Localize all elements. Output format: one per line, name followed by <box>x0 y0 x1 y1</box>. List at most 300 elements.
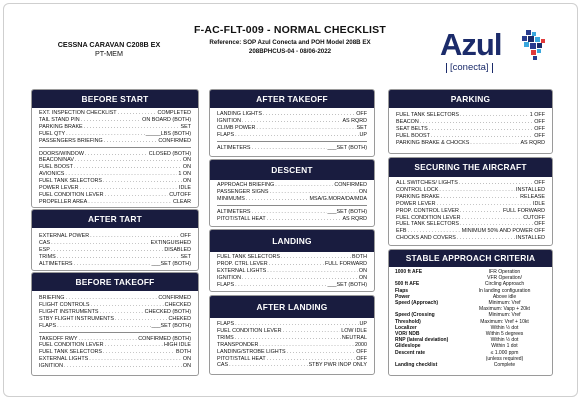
checklist-row <box>217 268 367 275</box>
criteria-value: Maximum: Vapp + 20kt <box>479 306 530 313</box>
checklist-row <box>39 157 191 164</box>
checklist-item: EXTERNAL LIGHTS <box>39 356 89 363</box>
after-takeoff-list <box>210 108 374 152</box>
checklist-row <box>217 362 367 369</box>
checklist-row <box>39 261 191 268</box>
checklist-row <box>217 118 367 125</box>
checklist-item: FLAPS <box>217 281 235 288</box>
checklist-item: EXT. INSPECTION CHECKLIST <box>39 110 117 116</box>
after-landing-panel <box>209 295 375 375</box>
checklist-item: FUEL TANK SELECTORS <box>39 349 103 356</box>
checklist-row <box>39 124 191 131</box>
checklist-item: IGNITION <box>39 363 63 370</box>
checklist-row <box>39 110 191 117</box>
checklist-row <box>39 247 191 254</box>
dot-leader <box>103 178 182 185</box>
dot-leader <box>90 233 179 240</box>
logo-subtitle: [conecta] <box>446 63 493 73</box>
checklist-row <box>396 187 545 194</box>
dot-leader <box>457 235 515 242</box>
dot-leader <box>57 254 180 261</box>
checklist-item: EFB <box>396 228 407 235</box>
dot-leader <box>65 295 157 302</box>
dot-leader <box>460 221 533 228</box>
dot-leader <box>439 187 515 194</box>
criteria-row <box>389 362 552 368</box>
criteria-value: Maximum: Vref + 10kt <box>480 318 529 325</box>
checklist-value: INSTALLED <box>516 186 545 193</box>
section-divider <box>217 205 367 206</box>
document-reference: Reference: SOP Azul Conecta and POH Model 208B EX <box>209 39 371 46</box>
checklist-value: CONFIRMED <box>158 295 191 301</box>
checklist-value: BOTH <box>176 349 191 356</box>
dot-leader <box>462 215 523 222</box>
dot-leader <box>259 342 354 349</box>
securing-list <box>389 177 552 242</box>
checklist-item: FUEL CONDITION LEVER <box>396 214 461 221</box>
dot-leader <box>229 362 307 369</box>
checklist-row <box>217 216 367 223</box>
checklist-item: PROPELLER AREA <box>39 198 88 205</box>
criteria-value: VFR Operation/ <box>487 275 522 282</box>
checklist-item: EXTERNAL POWER <box>39 233 90 239</box>
checklist-item: CONTROL LOCK <box>396 186 439 193</box>
checklist-value: ___SET (BOTH) <box>151 322 191 329</box>
dot-leader <box>256 125 355 132</box>
checklist-value: ON <box>182 178 191 185</box>
dot-leader <box>105 342 164 349</box>
dot-leader <box>460 208 502 215</box>
criteria-value: Within ½ dot <box>490 337 519 344</box>
checklist-item: FUEL QTY <box>39 130 66 137</box>
checklist-item: FUEL CONDITION LEVER <box>217 327 282 334</box>
checklist-item: FUEL BOOST <box>39 164 73 171</box>
checklist-item: POWER LEVER <box>396 200 436 207</box>
dot-leader <box>85 151 148 158</box>
checklist-row <box>217 125 367 132</box>
checklist-item: FLAPS <box>217 321 235 327</box>
checklist-item: TRIMS <box>217 334 234 341</box>
dot-leader <box>91 302 164 309</box>
checklist-value: ON <box>182 363 191 370</box>
criteria-value: ≤ 1.000 ppm <box>490 349 519 356</box>
checklist-item: PASSENGERS BRIEFING <box>39 137 103 144</box>
checklist-row <box>39 295 191 302</box>
checklist-row <box>39 199 191 206</box>
checklist-value: OFF <box>534 132 545 139</box>
criteria-value: Circling Approach <box>484 281 525 288</box>
logo-wordmark: Azul <box>440 27 502 62</box>
checklist-row <box>396 140 545 147</box>
checklist-row <box>396 119 545 126</box>
checklist-item: PROP. CONTROL LEVER <box>396 207 459 214</box>
dot-leader <box>407 228 460 235</box>
criteria-label: Localizer <box>395 324 417 331</box>
checklist-item: ESP <box>39 246 50 253</box>
dot-leader <box>251 209 326 216</box>
checklist-row <box>217 349 367 356</box>
checklist-row <box>39 302 191 309</box>
checklist-row <box>217 254 367 261</box>
criteria-value: (unless required) <box>485 355 524 362</box>
checklist-value: ___SET (BOTH) <box>327 281 367 288</box>
dot-leader <box>431 133 533 140</box>
criteria-value: Above idle <box>492 293 517 300</box>
dot-leader <box>65 171 177 178</box>
checklist-row <box>217 111 367 118</box>
checklist-row <box>396 201 545 208</box>
checklist-item: LANDING LIGHTS <box>217 111 262 117</box>
checklist-item: IGNITION <box>217 117 241 124</box>
securing-title: SECURING THE AIRCRAFT <box>389 158 552 177</box>
checklist-item: BEACON/NAV <box>39 157 74 164</box>
checklist-item: ALTIMETERS <box>39 260 73 267</box>
criteria-label: Descent rate <box>395 349 426 356</box>
dot-leader <box>420 119 533 126</box>
checklist-item: PARKING BRAKE & CHOCKS <box>396 139 470 146</box>
checklist-item: FLIGHT CONTROLS <box>39 301 90 308</box>
checklist-item: PARKING BRAKE <box>39 123 83 130</box>
dot-leader <box>441 194 519 201</box>
before-start-panel <box>31 89 199 208</box>
dot-leader <box>267 268 358 275</box>
checklist-value: ON <box>182 356 191 363</box>
checklist-value: STBY PWR INOP ONLY <box>308 362 367 369</box>
checklist-value: DISABLED <box>164 246 191 253</box>
after-start-list <box>32 228 198 268</box>
checklist-item: FLAPS <box>217 131 235 138</box>
checklist-item: BEACON <box>396 118 419 125</box>
after-takeoff-panel <box>209 89 375 157</box>
checklist-item: AVIONICS <box>39 171 65 178</box>
checklist-row <box>217 196 367 203</box>
checklist-row <box>39 323 191 330</box>
criteria-label: VOR/ NDB <box>395 331 420 338</box>
checklist-value: MINIMUM 50% AND POWER OFF <box>461 228 545 235</box>
parking-title: PARKING <box>389 90 552 108</box>
checklist-item: EXTERNAL LIGHTS <box>217 267 267 274</box>
section-divider <box>39 332 191 333</box>
after-landing-list <box>210 318 374 369</box>
checklist-row <box>217 335 367 342</box>
dot-leader <box>246 196 309 203</box>
checklist-item: CLIMB POWER <box>217 124 256 131</box>
checklist-item: TAKEOFF RWY <box>39 335 78 342</box>
dot-leader <box>57 323 150 330</box>
checklist-value: IDLE <box>179 185 191 192</box>
checklist-value: CUTOFF <box>169 191 191 198</box>
checklist-row <box>217 261 367 268</box>
checklist-item: LANDING/STROBE LIGHTS <box>217 348 286 355</box>
checklist-row <box>217 321 367 328</box>
checklist-value: OFF <box>356 111 367 117</box>
checklist-value: 1 ON <box>178 171 191 178</box>
checklist-row <box>396 208 545 215</box>
after-takeoff-title: AFTER TAKEOFF <box>210 90 374 108</box>
brazil-map-icon <box>516 28 550 62</box>
aircraft-registration: PT-MEM <box>95 49 123 58</box>
dot-leader <box>89 356 182 363</box>
checklist-row <box>217 275 367 282</box>
checklist-value: CONFIRMED (BOTH) <box>138 335 191 342</box>
descent-title: DESCENT <box>210 160 374 180</box>
checklist-item: TRANSPONDER <box>217 341 259 348</box>
criteria-value: In landing configuration <box>478 287 531 294</box>
checklist-item: ALTIMETERS <box>217 208 251 215</box>
criteria-label: Landing checklist <box>395 362 438 369</box>
dot-leader <box>460 112 529 119</box>
criteria-label: Speed (Crossing <box>395 312 435 319</box>
checklist-item: ALTIMETERS <box>217 144 251 151</box>
criteria-label: Threshold) <box>395 318 421 325</box>
before-takeoff-list <box>32 291 198 370</box>
checklist-item: FLAPS <box>39 322 57 329</box>
checklist-row <box>217 356 367 363</box>
checklist-value: CLOSED (BOTH) <box>148 150 191 157</box>
dot-leader <box>275 182 333 189</box>
checklist-item: PASSENGER SIGNS <box>217 188 269 195</box>
checklist-item: FUEL CONDITION LEVER <box>39 191 104 198</box>
after-start-panel <box>31 209 199 271</box>
checklist-value: ON <box>358 267 367 274</box>
section-divider <box>217 141 367 142</box>
checklist-value: UP <box>359 321 367 327</box>
checklist-row <box>39 349 191 356</box>
checklist-row <box>396 133 545 140</box>
landing-panel <box>209 229 375 292</box>
criteria-label: Flaps <box>395 287 409 294</box>
checklist-item: PARKING BRAKE <box>396 193 440 200</box>
checklist-row <box>39 363 191 370</box>
checklist-row <box>39 342 191 349</box>
descent-panel <box>209 159 375 227</box>
checklist-row <box>396 194 545 201</box>
checklist-value: ON BOARD (BOTH) <box>142 116 191 123</box>
checklist-item: FUEL CONDITION LEVER <box>39 342 104 349</box>
after-start-title: AFTER TART <box>32 210 198 228</box>
dot-leader <box>235 321 358 328</box>
checklist-item: MINIMUMS <box>217 195 245 202</box>
criteria-value: Within 5 degrees <box>485 331 524 338</box>
dot-leader <box>281 254 351 261</box>
dot-leader <box>84 124 180 131</box>
checklist-row <box>39 185 191 192</box>
criteria-value: Within 1 dot <box>491 343 518 350</box>
document-title: F-AC-FLT-009 - NORMAL CHECKLIST <box>194 24 386 36</box>
dot-leader <box>267 356 356 363</box>
criteria-label: RNP (lateral deviation) <box>395 337 449 344</box>
dot-leader <box>64 363 182 370</box>
azul-conecta-logo <box>440 28 552 76</box>
checklist-row <box>217 189 367 196</box>
checklist-item: FLIGHT INSTRUMENTS <box>39 308 99 315</box>
criteria-label: Glideslope <box>395 343 421 350</box>
checklist-item: APPROACH BRIEFING <box>217 182 275 188</box>
dot-leader <box>78 336 137 343</box>
checklist-value: OFF <box>534 118 545 125</box>
dot-leader <box>235 282 326 289</box>
checklist-row <box>39 192 191 199</box>
checklist-item: FUEL TANK SELECTORS <box>217 254 281 260</box>
checklist-value: OFF <box>534 180 545 186</box>
before-takeoff-title: BEFORE TAKEOFF <box>32 273 198 291</box>
aircraft-model: CESSNA CARAVAN C208B EX <box>57 40 161 49</box>
checklist-value: BOTH <box>352 254 367 260</box>
checklist-row <box>39 240 191 247</box>
checklist-value: ___SET (BOTH) <box>327 208 367 215</box>
checklist-item: TRIMS <box>39 253 56 260</box>
checklist-item: POWER LEVER <box>39 185 79 192</box>
checklist-value: ON <box>358 274 367 281</box>
checklist-row <box>217 132 367 139</box>
checklist-row <box>39 336 191 343</box>
checklist-value: EXTINGUISHED <box>150 239 191 246</box>
dot-leader <box>100 309 144 316</box>
checklist-value: CUTOFF <box>523 214 545 221</box>
checklist-row <box>39 316 191 323</box>
checklist-item: PITOT/STALL HEAT <box>217 215 266 222</box>
parking-list <box>389 108 552 147</box>
dot-leader <box>104 138 158 145</box>
dot-leader <box>242 118 341 125</box>
checklist-value: OFF <box>356 355 367 362</box>
dot-leader <box>235 132 358 139</box>
dot-leader <box>267 216 342 223</box>
checklist-item: STBY FLIGHT INSTRUMENTS <box>39 315 114 322</box>
checklist-value: SET <box>180 123 191 130</box>
checklist-item: CAS <box>39 239 51 246</box>
checklist-value: OFF <box>356 348 367 355</box>
criteria-value: IFR Operation <box>488 269 521 275</box>
criteria-value: Within ½ dot <box>490 324 519 331</box>
landing-title: LANDING <box>210 230 374 252</box>
checklist-row <box>39 117 191 124</box>
criteria-value: Minimum: Vref <box>488 300 521 307</box>
document-revision: 208BPHCUS-04 - 08/06-2022 <box>248 48 332 55</box>
checklist-item: PROP. CTRL LEVER <box>217 260 268 267</box>
criteria-value: Complete <box>493 362 516 369</box>
checklist-value: OFF <box>534 125 545 132</box>
checklist-value: ON <box>358 188 367 195</box>
checklist-value: AS RQRD <box>520 139 545 146</box>
checklist-row <box>396 180 545 187</box>
checklist-row <box>217 145 367 152</box>
checklist-row <box>217 209 367 216</box>
descent-list <box>210 180 374 223</box>
checklist-value: OFF <box>180 233 191 239</box>
checklist-item: DOORS/WINDOW <box>39 150 84 157</box>
section-divider <box>39 147 191 148</box>
before-start-list <box>32 108 198 206</box>
dot-leader <box>80 185 178 192</box>
checklist-row <box>39 233 191 240</box>
checklist-value: UP <box>359 131 367 138</box>
checklist-row <box>217 328 367 335</box>
checklist-value: OFF <box>534 221 545 228</box>
checklist-item: IGNITION <box>217 274 241 281</box>
before-start-title: BEFORE START <box>32 90 198 108</box>
checklist-value: CHECKED <box>164 301 191 308</box>
checklist-row <box>39 171 191 178</box>
checklist-value: LOW IDLE <box>341 327 367 334</box>
checklist-value: INSTALLED <box>516 235 545 242</box>
checklist-row <box>39 254 191 261</box>
document-header <box>185 24 395 55</box>
dot-leader <box>283 328 341 335</box>
landing-list <box>210 252 374 289</box>
criteria-label: 1000 ft AFE <box>395 269 423 275</box>
dot-leader <box>429 126 533 133</box>
criteria-value: Minimum: Vref <box>488 312 521 319</box>
stable-approach-panel <box>388 249 553 376</box>
checklist-item: SEAT BELTS <box>396 125 428 132</box>
checklist-item: FUEL TANK SELECTORS <box>396 221 460 228</box>
checklist-row <box>396 228 545 235</box>
dot-leader <box>118 110 157 117</box>
dot-leader <box>103 349 175 356</box>
parking-panel <box>388 89 553 154</box>
checklist-item: CHOCKS AND COVERS <box>396 235 456 242</box>
before-takeoff-panel <box>31 272 199 376</box>
checklist-value: 2000 <box>355 341 367 348</box>
checklist-value: FULL FORWARD <box>324 260 367 267</box>
dot-leader <box>75 157 182 164</box>
checklist-row <box>217 342 367 349</box>
dot-leader <box>115 316 168 323</box>
dot-leader <box>459 180 533 187</box>
checklist-value: ON <box>182 164 191 171</box>
checklist-value: AS RQRD <box>342 117 367 124</box>
checklist-value: NEUTRAL <box>341 334 367 341</box>
checklist-value: CONFIRMED <box>158 137 191 144</box>
checklist-row <box>39 151 191 158</box>
checklist-value: AS RQRD <box>342 215 367 222</box>
checklist-row <box>396 221 545 228</box>
checklist-value: 1 OFF <box>529 112 545 118</box>
dot-leader <box>269 261 324 268</box>
dot-leader <box>66 131 145 138</box>
dot-leader <box>263 111 355 118</box>
dot-leader <box>287 349 356 356</box>
checklist-value: SET <box>180 253 191 260</box>
checklist-value: SET <box>356 124 367 131</box>
checklist-value: ___SET (BOTH) <box>151 260 191 267</box>
checklist-row <box>39 309 191 316</box>
checklist-row <box>39 356 191 363</box>
stable-approach-table <box>389 267 552 368</box>
dot-leader <box>269 189 357 196</box>
checklist-item: FUEL TANK SELECTORS <box>396 112 460 118</box>
checklist-row <box>396 126 545 133</box>
dot-leader <box>235 335 341 342</box>
dot-leader <box>73 261 150 268</box>
checklist-row <box>396 235 545 242</box>
after-landing-title: AFTER LANDING <box>210 296 374 318</box>
checklist-item: ALL SWITCHES/ LIGHTS <box>396 180 458 186</box>
checklist-value: CONFIRMED <box>334 182 367 188</box>
checklist-item: FUEL BOOST <box>396 132 430 139</box>
dot-leader <box>242 275 358 282</box>
dot-leader <box>51 247 164 254</box>
aircraft-header <box>44 40 174 58</box>
criteria-label: 500 ft AFE <box>395 281 420 288</box>
checklist-value: CLEAR <box>173 198 191 205</box>
checklist-value: HIGH IDLE <box>164 342 191 349</box>
checklist-value: ON <box>182 157 191 164</box>
checklist-value: ___SET (BOTH) <box>327 144 367 151</box>
checklist-row <box>39 164 191 171</box>
checklist-item: BRIEFING <box>39 295 65 301</box>
